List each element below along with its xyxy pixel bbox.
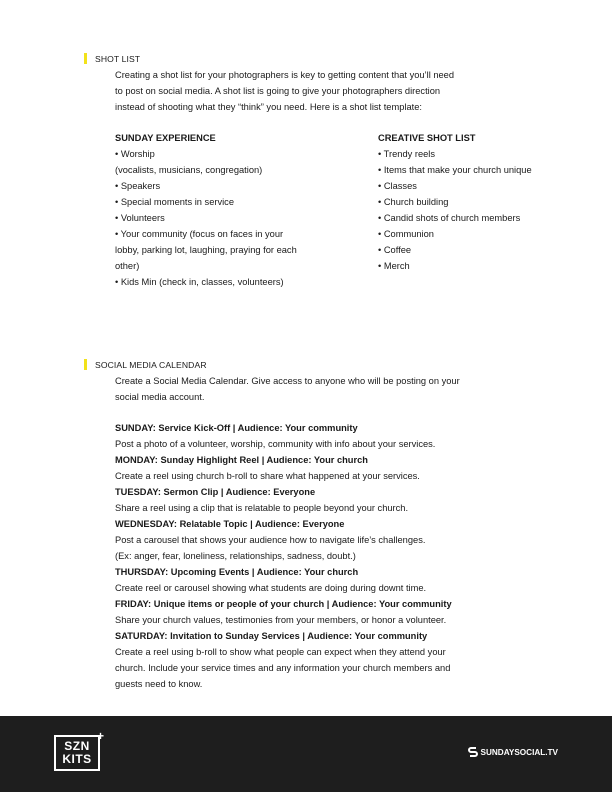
intro-line: Create a Social Media Calendar. Give access to anyone who will be posting on your xyxy=(115,376,460,386)
calendar-description: Create a reel using church b-roll to share what happened at your services. xyxy=(115,471,420,481)
logo-line: SZN xyxy=(64,739,90,753)
list-item: • Your community (focus on faces in your xyxy=(115,229,284,239)
calendar-description: (Ex: anger, fear, loneliness, relationships, sadness, doubt.) xyxy=(115,551,356,561)
sunday-experience-column xyxy=(115,130,355,290)
calendar-description: Post a carousel that shows your audience how to navigate life’s challenges. xyxy=(115,535,426,545)
list-item: • Items that make your church unique xyxy=(378,165,532,175)
column-heading: CREATIVE SHOT LIST xyxy=(378,133,476,143)
site-link[interactable] xyxy=(468,746,559,758)
calendar-day-heading: SATURDAY: Invitation to Sunday Services | Audience: Your community xyxy=(115,631,428,641)
intro-line: Creating a shot list for your photographers is key to getting content that you’ll need xyxy=(115,70,455,80)
calendar-description: church. Include your service times and any information your church members and xyxy=(115,663,451,673)
list-item: • Communion xyxy=(378,229,434,239)
calendar-day-heading: MONDAY: Sunday Highlight Reel | Audience: Your church xyxy=(115,455,368,465)
creative-shot-list-column xyxy=(378,130,578,274)
calendar-heading xyxy=(84,359,207,370)
list-item: • Merch xyxy=(378,261,410,271)
szn-kits-logo xyxy=(54,735,100,771)
calendar-description: Create reel or carousel showing what students are doing during downt time. xyxy=(115,583,427,593)
list-item: • Kids Min (check in, classes, volunteers) xyxy=(115,277,284,287)
list-item: • Worship xyxy=(115,149,155,159)
calendar-description: Share a reel using a clip that is relatable to people beyond your church. xyxy=(115,503,409,513)
calendar-description: guests need to know. xyxy=(115,679,203,689)
list-item: • Special moments in service xyxy=(115,197,234,207)
calendar-description: Create a reel using b-roll to show what people can expect when they attend your xyxy=(115,647,446,657)
list-item: • Classes xyxy=(378,181,417,191)
section-title: SOCIAL MEDIA CALENDAR xyxy=(95,359,207,370)
calendar-day-heading: WEDNESDAY: Relatable Topic | Audience: Everyone xyxy=(115,519,345,529)
shot-list-heading xyxy=(84,53,140,64)
intro-line: instead of shooting what they “think” you need. Here is a shot list template: xyxy=(115,102,422,112)
calendar-description: Share your church values, testimonies from your members, or honor a volunteer. xyxy=(115,615,447,625)
column-heading: SUNDAY EXPERIENCE xyxy=(115,133,216,143)
list-item: other) xyxy=(115,261,140,271)
calendar-intro xyxy=(115,373,460,405)
shot-list-intro xyxy=(115,67,454,115)
calendar-description: Post a photo of a volunteer, worship, community with info about your services. xyxy=(115,439,436,449)
yellow-accent-bar xyxy=(84,53,87,64)
list-item: (vocalists, musicians, congregation) xyxy=(115,165,263,175)
calendar-day-heading: TUESDAY: Sermon Clip | Audience: Everyone xyxy=(115,487,316,497)
sunday-social-logo-icon xyxy=(468,746,478,758)
list-item: • Church building xyxy=(378,197,449,207)
list-item: • Volunteers xyxy=(115,213,165,223)
logo-line: KITS xyxy=(62,752,92,766)
section-title: SHOT LIST xyxy=(95,53,141,64)
list-item: lobby, parking lot, laughing, praying for each xyxy=(115,245,297,255)
list-item: • Speakers xyxy=(115,181,161,191)
intro-line: to post on social media. A shot list is going to give your photographers direction xyxy=(115,86,441,96)
site-url: SUNDAYSOCIAL.TV xyxy=(480,747,558,757)
intro-line: social media account. xyxy=(115,392,205,402)
calendar-day-heading: SUNDAY: Service Kick-Off | Audience: Your community xyxy=(115,423,358,433)
list-item: • Coffee xyxy=(378,245,412,255)
yellow-accent-bar xyxy=(84,359,87,370)
list-item: • Trendy reels xyxy=(378,149,435,159)
calendar-day-heading: THURSDAY: Upcoming Events | Audience: Your church xyxy=(115,567,359,577)
logo-plus-icon: + xyxy=(97,729,105,743)
calendar-day-heading: FRIDAY: Unique items or people of your church | Audience: Your community xyxy=(115,599,452,609)
list-item: • Candid shots of church members xyxy=(378,213,521,223)
calendar-list xyxy=(115,420,535,692)
